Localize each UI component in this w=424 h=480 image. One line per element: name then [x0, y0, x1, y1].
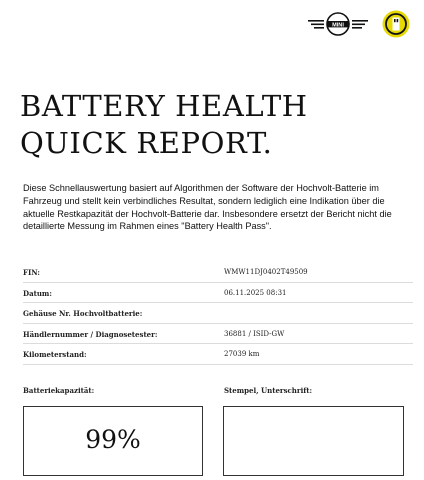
battery-capacity-label: Batteriekapazität:	[23, 386, 95, 395]
field-label: Händlernummer / Diagnosetester:	[23, 329, 158, 339]
charging-plug-icon	[382, 10, 410, 38]
battery-capacity-value: 99%	[85, 425, 141, 454]
field-label: Gehäuse Nr. Hochvoltbatterie:	[23, 309, 143, 318]
report-title-line-2: QUICK REPORT.	[20, 126, 273, 160]
field-datum	[23, 283, 413, 304]
stamp-signature-label: Stempel, Unterschrift:	[224, 386, 313, 395]
report-title	[20, 88, 308, 162]
field-mileage	[23, 344, 413, 365]
field-label: Datum:	[23, 288, 52, 298]
field-value: 27039 km	[224, 350, 260, 358]
report-disclaimer: Diese Schnellauswertung basiert auf Algorithmen der Software der Hochvolt-Batterie im Fahrzeug und stellt kein verbindliches Resultat, sondern lediglich eine Indikation über die aktuelle Restkapazität der Hochvolt-Batterie dar. Insbesondere ersetzt der Bericht nicht die detaillierte Messung im Rahmen eines "Battery Health Pass".	[23, 183, 392, 232]
field-dealer-tester	[23, 324, 413, 345]
field-value: WMW11DJ0402T49509	[224, 268, 308, 276]
field-label: Kilometerstand:	[23, 350, 87, 359]
field-value: 36881 / ISID-GW	[224, 329, 285, 338]
field-value: 06.11.2025 08:31	[224, 288, 287, 297]
mini-logo-text: MINI	[332, 22, 344, 29]
field-fin	[23, 262, 413, 283]
mini-wings-logo-icon	[306, 11, 370, 37]
stamp-signature-box	[223, 406, 404, 476]
report-header	[0, 0, 424, 48]
vehicle-info-list	[23, 262, 413, 365]
field-label: FIN:	[23, 268, 40, 277]
report-title-line-1: BATTERY HEALTH	[20, 89, 308, 123]
battery-capacity-box	[23, 406, 203, 476]
field-battery-housing-number	[23, 303, 413, 324]
